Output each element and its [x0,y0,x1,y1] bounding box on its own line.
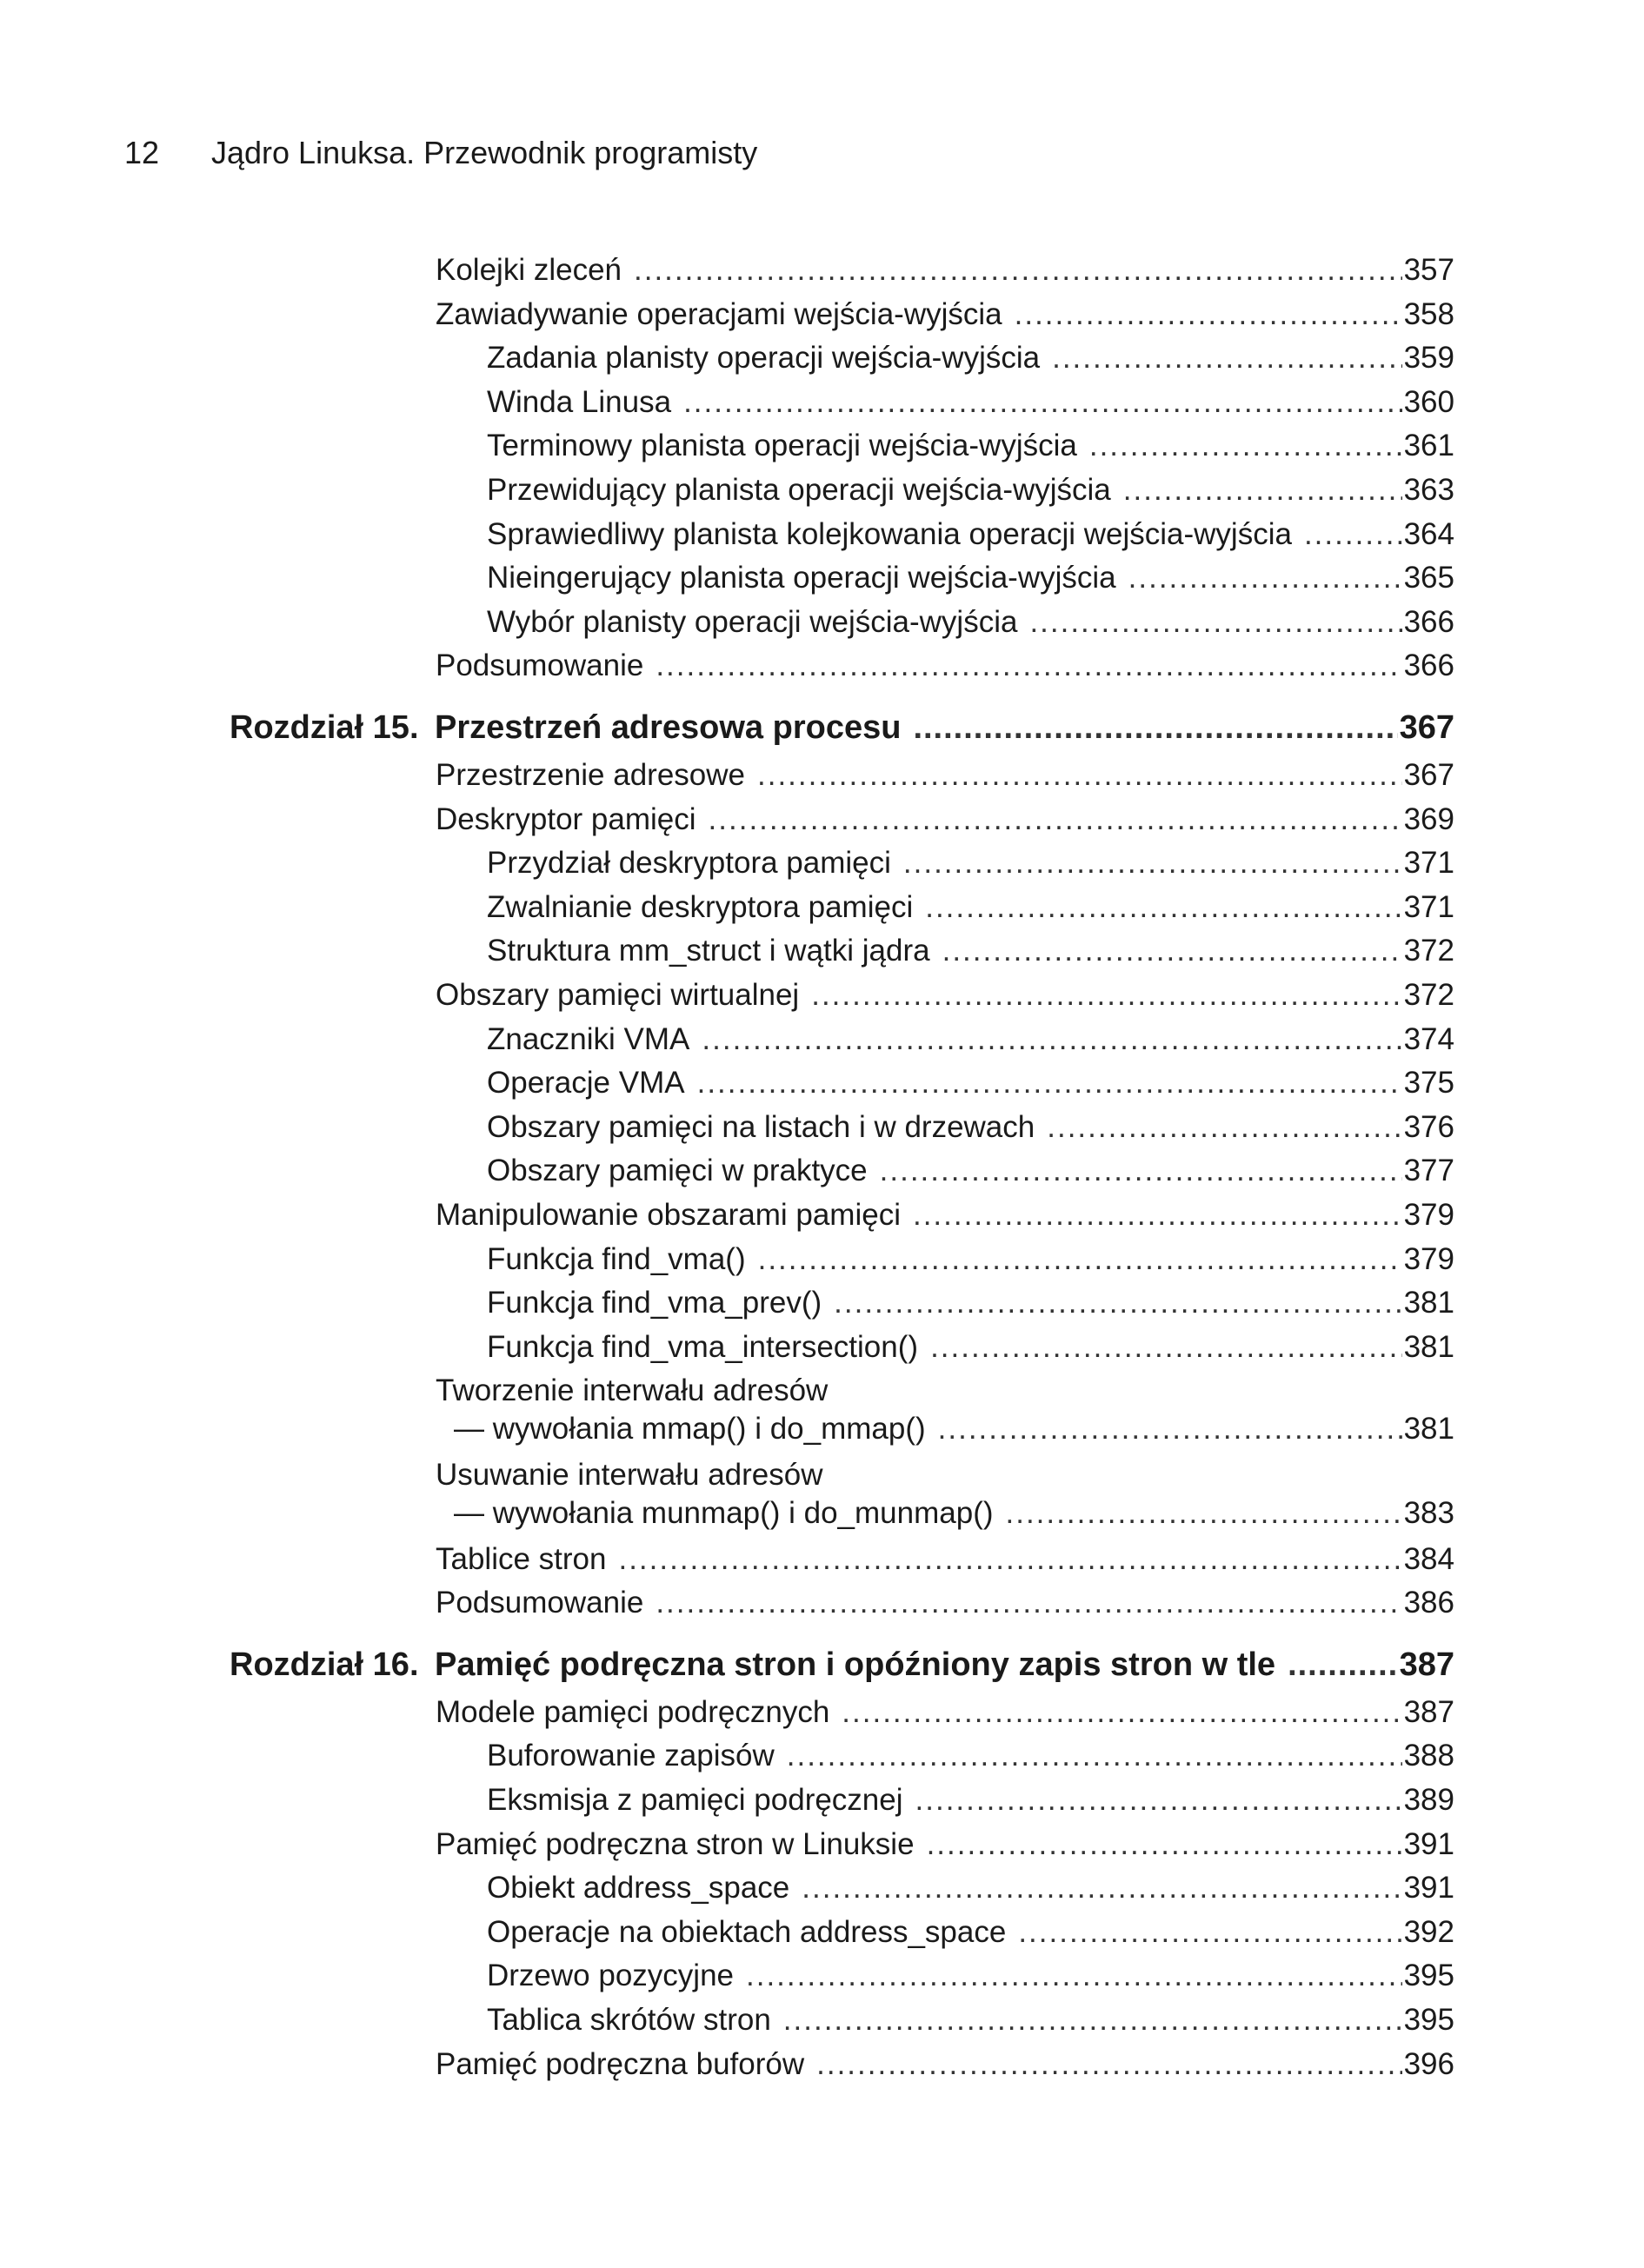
toc-entry[interactable] [0,975,1644,1015]
entry-page-number: 363 [1403,473,1454,507]
toc-entry[interactable] [0,755,1644,795]
chapter-heading[interactable] [0,1645,1644,1685]
toc-entry-title-line [436,1455,823,1495]
entry-title: Pamięć podręczna buforów [436,2046,805,2081]
toc-entry-line [487,1736,1454,1776]
dot-leader [697,1063,1402,1103]
entry-title: Przydział deskryptora pamięci [487,846,891,881]
entry-page-number: 395 [1403,2003,1454,2037]
toc-entry-line [487,1327,1454,1367]
entry-title: Sprawiedliwy planista kolejkowania operacji wejścia-wyjścia [487,516,1292,551]
entry-title: Przestrzenie adresowe [436,758,745,792]
dot-leader [746,1956,1402,1996]
toc-entry-line [436,1540,1454,1580]
toc-entry-line [487,931,1454,971]
entry-page-number: 376 [1403,1109,1454,1144]
running-head [124,132,757,174]
dot-leader [903,843,1402,883]
dot-leader [757,755,1402,795]
entry-page-number: 364 [1403,516,1454,551]
dot-leader [1128,558,1402,598]
dot-leader [1089,426,1402,466]
dot-leader [938,1409,1402,1449]
entry-page-number: 360 [1403,384,1454,419]
toc-entry-line [487,1912,1454,1952]
toc-entry[interactable] [0,338,1644,378]
entry-title: Operacje VMA [487,1066,685,1101]
entry-title: Funkcja find_vma_intersection() [487,1329,919,1364]
entry-title: Struktura mm_struct i wątki jądra [487,934,930,968]
entry-page-number: 379 [1403,1241,1454,1276]
entry-title: Funkcja find_vma_prev() [487,1286,822,1320]
dot-leader [913,708,1397,748]
dot-leader [834,1283,1401,1323]
entry-title: Znaczniki VMA [487,1021,690,1056]
toc-entry-line [487,1020,1454,1060]
toc-entry[interactable] [0,1868,1644,1908]
toc-entry-line [436,1583,1454,1623]
toc-entry[interactable] [0,646,1644,686]
entry-title: Zadania planisty operacji wejścia-wyjścia [487,341,1041,376]
dot-leader [1029,602,1401,642]
toc-entry-line [436,295,1454,335]
toc-entry[interactable] [0,2045,1644,2085]
toc-entry-line [487,843,1454,883]
toc-entry[interactable] [0,1240,1644,1280]
entry-page-number: 391 [1403,1871,1454,1906]
entry-page-number: 367 [1403,758,1454,792]
entry-page-number: 361 [1403,429,1454,463]
toc-entry[interactable] [0,1371,1644,1411]
chapter-title: Przestrzeń adresowa procesu [435,709,902,746]
toc-entry-line [487,470,1454,510]
entry-page-number: 388 [1403,1739,1454,1773]
entry-title: Nieingerujący planista operacji wejścia-wyjścia [487,561,1116,595]
toc-entry[interactable] [0,295,1644,335]
entry-title: Modele pamięci podręcznych [436,1694,830,1729]
toc-entry-line [436,2045,1454,2085]
book-title: Jądro Linuksa. Przewodnik programisty [211,135,758,170]
toc-entry-line [436,975,1454,1015]
toc-entry[interactable] [0,1195,1644,1235]
entry-title: Usuwanie interwału adresów [436,1458,823,1492]
toc-entry[interactable] [0,1912,1644,1952]
entry-page-number: 366 [1403,648,1454,683]
entry-page-number: 387 [1403,1694,1454,1729]
entry-page-number: 389 [1403,1783,1454,1817]
toc-entry-line [487,515,1454,555]
entry-page-number: 358 [1403,296,1454,331]
entry-title: Buforowanie zapisów [487,1739,775,1773]
entry-title: Zwalnianie deskryptora pamięci [487,889,914,924]
toc-entry[interactable] [0,558,1644,598]
entry-title: Obszary pamięci wirtualnej [436,978,800,1012]
dot-leader [1052,338,1401,378]
entry-page-number: 383 [1403,1496,1454,1530]
toc-entry[interactable] [0,800,1644,840]
entry-page-number: 371 [1403,889,1454,924]
entry-continuation: — wywołania mmap() i do_mmap() [454,1412,926,1447]
dot-leader [880,1151,1402,1191]
entry-page-number: 366 [1403,604,1454,639]
entry-title: Terminowy planista operacji wejścia-wyjścia [487,429,1077,463]
dot-leader [816,2045,1401,2085]
toc-entry-line [487,426,1454,466]
dot-leader [927,1825,1402,1865]
toc-entry-line [487,1151,1454,1191]
entry-page-number: 395 [1403,1959,1454,1993]
chapter-label: Rozdział 16. [230,1646,419,1683]
entry-page-number: 371 [1403,846,1454,881]
page-number: 12 [124,135,160,170]
entry-title: Kolejki zleceń [436,253,622,287]
entry-page-number: 386 [1403,1586,1454,1620]
entry-title: Obszary pamięci w praktyce [487,1154,868,1188]
entry-title: Obiekt address_space [487,1871,790,1906]
toc-entry[interactable] [0,2000,1644,2040]
toc-entry[interactable] [0,1693,1644,1733]
dot-leader [783,2000,1402,2040]
dot-leader [1123,470,1402,510]
toc-entry[interactable] [0,470,1644,510]
chapter-heading[interactable] [0,708,1644,748]
toc-entry-line [436,1825,1454,1865]
entry-title: Tablica skrótów stron [487,2003,771,2037]
toc-entry-line [487,382,1454,422]
chapter-entry [435,708,1454,748]
toc-entry[interactable] [0,250,1644,290]
toc-entry-line [436,1195,1454,1235]
toc-entry[interactable] [0,515,1644,555]
toc-entry[interactable] [0,1736,1644,1776]
entry-title: Obszary pamięci na listach i w drzewach [487,1109,1035,1144]
entry-title: Tablice stron [436,1541,607,1576]
chapter-page-number: 387 [1399,1646,1454,1683]
dot-leader [942,931,1402,971]
entry-page-number: 359 [1403,341,1454,376]
dot-leader [787,1736,1402,1776]
toc-entry[interactable] [0,843,1644,883]
entry-title: Przewidujący planista operacji wejścia-wyjścia [487,473,1111,507]
toc-entry-line [454,1409,1454,1449]
entry-title: Wybór planisty operacji wejścia-wyjścia [487,604,1018,639]
dot-leader [656,1583,1401,1623]
toc-entry[interactable] [0,1151,1644,1191]
entry-title: Drzewo pozycyjne [487,1959,734,1993]
entry-page-number: 381 [1403,1286,1454,1320]
toc-entry[interactable] [0,1825,1644,1865]
entry-title: Manipulowanie obszarami pamięci [436,1198,901,1232]
entry-page-number: 365 [1403,561,1454,595]
toc-entry-line [436,800,1454,840]
entry-title: Funkcja find_vma() [487,1241,746,1276]
toc-entry[interactable] [0,931,1644,971]
toc-entry[interactable] [0,1956,1644,1996]
dot-leader [1006,1493,1402,1533]
toc-entry[interactable] [0,1540,1644,1580]
entry-title: Operacje na obiektach address_space [487,1914,1007,1949]
dot-leader [702,1020,1401,1060]
toc-entry-line [487,1283,1454,1323]
toc-entry[interactable] [0,1455,1644,1495]
entry-page-number: 372 [1403,978,1454,1012]
toc-entry[interactable] [0,1583,1644,1623]
toc-entry-line [436,250,1454,290]
entry-title: Eksmisja z pamięci podręcznej [487,1783,903,1817]
toc-entry-continuation[interactable] [0,1409,1644,1449]
toc-entry-line [436,755,1454,795]
toc-entry-line [487,338,1454,378]
toc-entry-line [487,1063,1454,1103]
toc-entry-line [487,1107,1454,1147]
dot-leader [709,800,1402,840]
dot-leader [811,975,1401,1015]
toc-entry-line [454,1493,1454,1533]
dot-leader [1288,1645,1398,1685]
toc-entry[interactable] [0,1327,1644,1367]
chapter-title: Pamięć podręczna stron i opóźniony zapis stron w tle [435,1646,1276,1683]
dot-leader [802,1868,1401,1908]
entry-page-number: 381 [1403,1329,1454,1364]
entry-page-number: 375 [1403,1066,1454,1101]
dot-leader [930,1327,1402,1367]
toc-entry[interactable] [0,1063,1644,1103]
dot-leader [656,646,1401,686]
dot-leader [634,250,1402,290]
toc-entry-line [436,1693,1454,1733]
toc-entry-line [487,1956,1454,1996]
toc-entry-line [487,1780,1454,1820]
dot-leader [925,888,1401,928]
dot-leader [1304,515,1402,555]
chapter-entry [435,1645,1454,1685]
dot-leader [1018,1912,1401,1952]
toc-entry-line [487,602,1454,642]
entry-title: Podsumowanie [436,1586,644,1620]
toc-entry[interactable] [0,1020,1644,1060]
entry-title: Deskryptor pamięci [436,801,696,836]
toc-entry[interactable] [0,1107,1644,1147]
toc-entry[interactable] [0,888,1644,928]
toc-entry-line [487,888,1454,928]
toc-entry[interactable] [0,602,1644,642]
toc-entry[interactable] [0,426,1644,466]
entry-page-number: 391 [1403,1826,1454,1861]
dot-leader [1047,1107,1401,1147]
entry-page-number: 357 [1403,253,1454,287]
entry-page-number: 377 [1403,1154,1454,1188]
toc-entry-title-line [436,1371,828,1411]
chapter-label: Rozdział 15. [230,709,419,746]
entry-page-number: 381 [1403,1412,1454,1447]
dot-leader [913,1195,1402,1235]
entry-title: Winda Linusa [487,384,672,419]
toc-entry-line [487,1240,1454,1280]
entry-page-number: 392 [1403,1914,1454,1949]
entry-title: Zawiadywanie operacjami wejścia-wyjścia [436,296,1002,331]
dot-leader [915,1780,1402,1820]
toc-entry-continuation[interactable] [0,1493,1644,1533]
toc-entry[interactable] [0,1780,1644,1820]
entry-page-number: 396 [1403,2046,1454,2081]
entry-page-number: 379 [1403,1198,1454,1232]
dot-leader [842,1693,1401,1733]
entry-title: Podsumowanie [436,648,644,683]
dot-leader [683,382,1402,422]
dot-leader [1015,295,1402,335]
entry-page-number: 372 [1403,934,1454,968]
entry-title: Pamięć podręczna stron w Linuksie [436,1826,915,1861]
toc-entry-line [487,558,1454,598]
entry-page-number: 369 [1403,801,1454,836]
chapter-page-number: 367 [1399,709,1454,746]
dot-leader [758,1240,1402,1280]
dot-leader [618,1540,1401,1580]
toc-entry-line [436,646,1454,686]
entry-title: Tworzenie interwału adresów [436,1373,829,1408]
entry-continuation: — wywołania munmap() i do_munmap() [454,1496,994,1530]
entry-page-number: 384 [1403,1541,1454,1576]
toc-entry-line [487,1868,1454,1908]
toc-entry[interactable] [0,382,1644,422]
toc-entry[interactable] [0,1283,1644,1323]
entry-page-number: 374 [1403,1021,1454,1056]
toc-entry-line [487,2000,1454,2040]
